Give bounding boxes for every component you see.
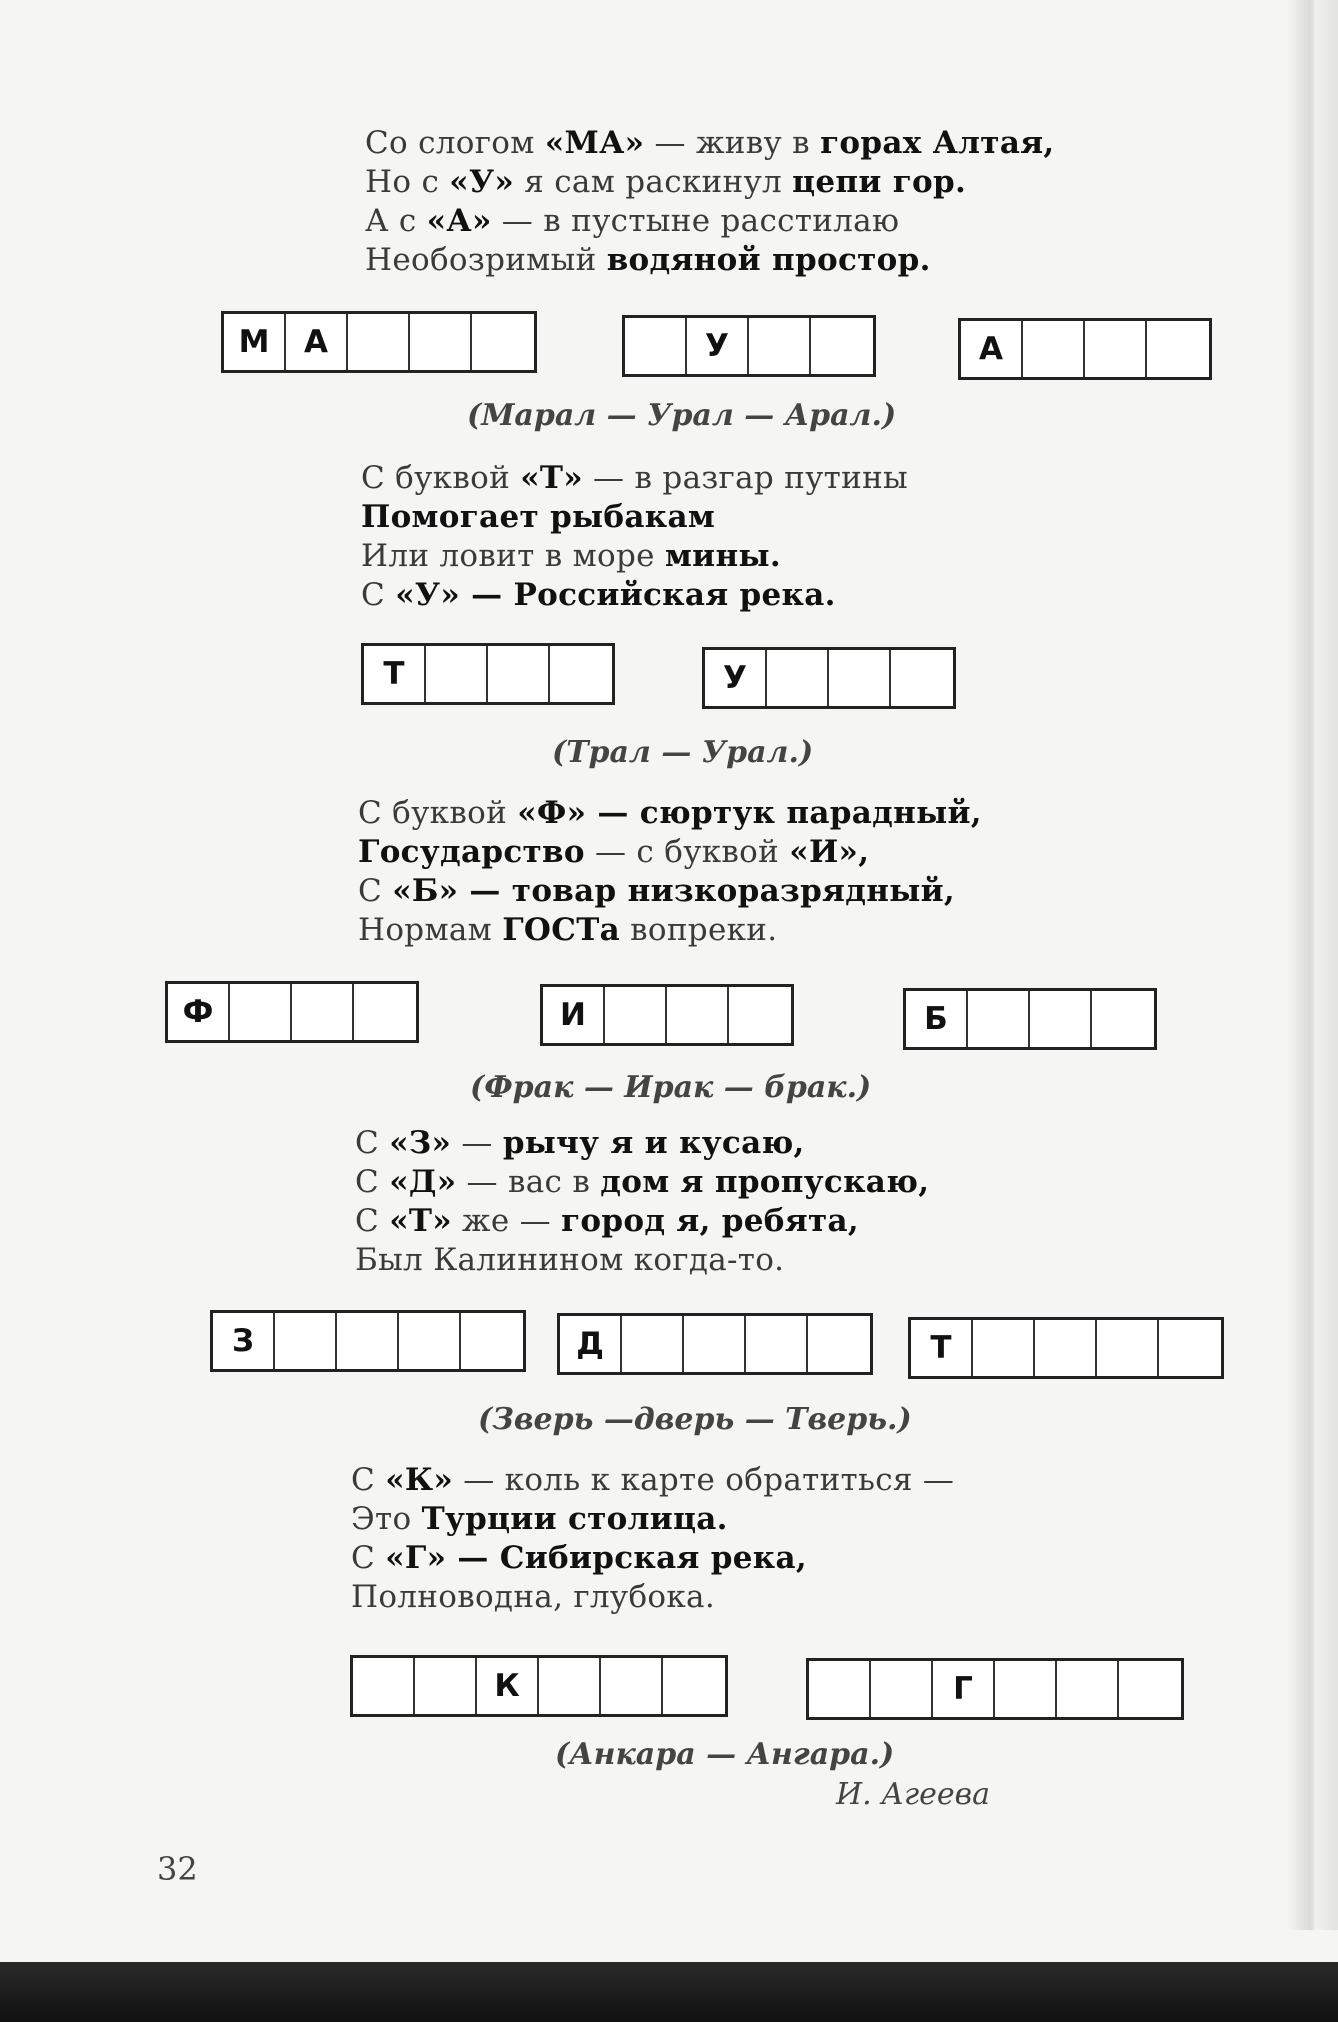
grid-cell	[1097, 1320, 1159, 1376]
grid-cell	[746, 1316, 808, 1372]
verse-line: С «Т» же — город я, ребята,	[355, 1203, 859, 1239]
grid-cell: А	[286, 314, 348, 370]
grid-cell	[808, 1316, 870, 1372]
grid-cell	[622, 1316, 684, 1372]
word-grid-ankara	[350, 1655, 728, 1717]
grid-cell	[410, 314, 472, 370]
grid-cell	[809, 1661, 871, 1717]
grid-cell	[354, 984, 416, 1040]
grid-cell	[729, 987, 791, 1043]
riddle-3-text	[358, 794, 982, 950]
verse-line: Государство — с буквой «И»,	[358, 834, 870, 870]
verse-line: Это Турции столица.	[351, 1501, 728, 1537]
author-signature: И. Агеева	[836, 1777, 990, 1812]
grid-cell: З	[213, 1313, 275, 1369]
word-grid-tral	[361, 643, 615, 705]
grid-cell	[1147, 321, 1209, 377]
grid-cell	[426, 646, 488, 702]
verse-line: Был Калинином когда-то.	[355, 1242, 785, 1278]
grid-cell	[1030, 991, 1092, 1047]
grid-cell	[1159, 1320, 1221, 1376]
grid-cell	[488, 646, 550, 702]
verse-line: Но с «У» я сам раскинул цепи гор.	[365, 164, 967, 200]
verse-line: С буквой «Ф» — сюртук парадный,	[358, 795, 982, 831]
word-grid-zver	[210, 1310, 526, 1372]
verse-line: С «К» — коль к карте обратиться —	[351, 1462, 955, 1498]
grid-cell	[829, 650, 891, 706]
grid-cell: У	[705, 650, 767, 706]
grid-cell	[399, 1313, 461, 1369]
grid-cell: И	[543, 987, 605, 1043]
grid-cell	[353, 1658, 415, 1714]
verse-line: Со слогом «МА» — живу в горах Алтая,	[365, 125, 1055, 161]
verse-line: Нормам ГОСТа вопреки.	[358, 912, 778, 948]
grid-cell	[973, 1320, 1035, 1376]
grid-cell	[767, 650, 829, 706]
verse-line: Помогает рыбакам	[361, 499, 716, 535]
riddle-5-answer: (Анкара — Ангара.)	[555, 1737, 895, 1772]
page-number: 32	[157, 1850, 198, 1888]
grid-cell: К	[477, 1658, 539, 1714]
grid-cell: Т	[364, 646, 426, 702]
grid-cell	[968, 991, 1030, 1047]
grid-cell	[605, 987, 667, 1043]
grid-cell: А	[961, 321, 1023, 377]
riddle-5-text	[351, 1461, 954, 1617]
riddle-3-answer: (Фрак — Ирак — брак.)	[470, 1070, 872, 1105]
scan-bottom-edge	[0, 1962, 1338, 2022]
grid-cell	[1057, 1661, 1119, 1717]
grid-cell	[337, 1313, 399, 1369]
grid-cell: Ф	[168, 984, 230, 1040]
grid-cell	[625, 318, 687, 374]
verse-line: Необозримый водяной простор.	[365, 242, 931, 278]
verse-line: С «Б» — товар низкоразрядный,	[358, 873, 955, 909]
word-grid-marai	[221, 311, 537, 373]
grid-cell	[539, 1658, 601, 1714]
grid-cell	[1119, 1661, 1181, 1717]
grid-cell: Т	[911, 1320, 973, 1376]
grid-cell	[1023, 321, 1085, 377]
grid-cell: Б	[906, 991, 968, 1047]
grid-cell: Д	[560, 1316, 622, 1372]
grid-cell: М	[224, 314, 286, 370]
grid-cell	[684, 1316, 746, 1372]
grid-cell	[230, 984, 292, 1040]
word-grid-tver	[908, 1317, 1224, 1379]
grid-cell: Г	[933, 1661, 995, 1717]
verse-line: С «Г» — Сибирская река,	[351, 1540, 807, 1576]
grid-cell	[663, 1658, 725, 1714]
grid-cell	[601, 1658, 663, 1714]
grid-cell	[667, 987, 729, 1043]
verse-line: С «Д» — вас в дом я пропускаю,	[355, 1164, 930, 1200]
word-grid-irak	[540, 984, 794, 1046]
word-grid-brak	[903, 988, 1157, 1050]
grid-cell	[995, 1661, 1057, 1717]
verse-line: А с «А» — в пустыне расстилаю	[365, 203, 900, 239]
grid-cell	[871, 1661, 933, 1717]
verse-line: Или ловит в море мины.	[361, 538, 781, 574]
verse-line: С «З» — рычу я и кусаю,	[355, 1125, 805, 1161]
grid-cell	[1085, 321, 1147, 377]
riddle-1-text	[365, 124, 1055, 280]
verse-line: Полноводна, глубока.	[351, 1579, 715, 1615]
word-grid-ural	[622, 315, 876, 377]
grid-cell	[275, 1313, 337, 1369]
word-grid-ural-2	[702, 647, 956, 709]
grid-cell	[811, 318, 873, 374]
riddle-1-answer: (Марал — Урал — Арал.)	[467, 398, 897, 433]
riddle-2-answer: (Трал — Урал.)	[552, 735, 814, 770]
word-grid-aral	[958, 318, 1212, 380]
grid-cell	[550, 646, 612, 702]
verse-line: С буквой «Т» — в разгар путины	[361, 460, 909, 496]
grid-cell	[472, 314, 534, 370]
page-edge-shadow	[1288, 0, 1338, 1930]
verse-line: С «У» — Российская река.	[361, 577, 836, 613]
grid-cell	[348, 314, 410, 370]
grid-cell	[749, 318, 811, 374]
riddle-4-text	[355, 1124, 929, 1280]
word-grid-angara	[806, 1658, 1184, 1720]
grid-cell	[1092, 991, 1154, 1047]
riddle-2-text	[361, 459, 908, 615]
word-grid-frak	[165, 981, 419, 1043]
grid-cell	[1035, 1320, 1097, 1376]
grid-cell	[461, 1313, 523, 1369]
word-grid-dver	[557, 1313, 873, 1375]
grid-cell	[415, 1658, 477, 1714]
grid-cell: У	[687, 318, 749, 374]
grid-cell	[292, 984, 354, 1040]
riddle-4-answer: (Зверь —дверь — Тверь.)	[478, 1402, 912, 1437]
grid-cell	[891, 650, 953, 706]
